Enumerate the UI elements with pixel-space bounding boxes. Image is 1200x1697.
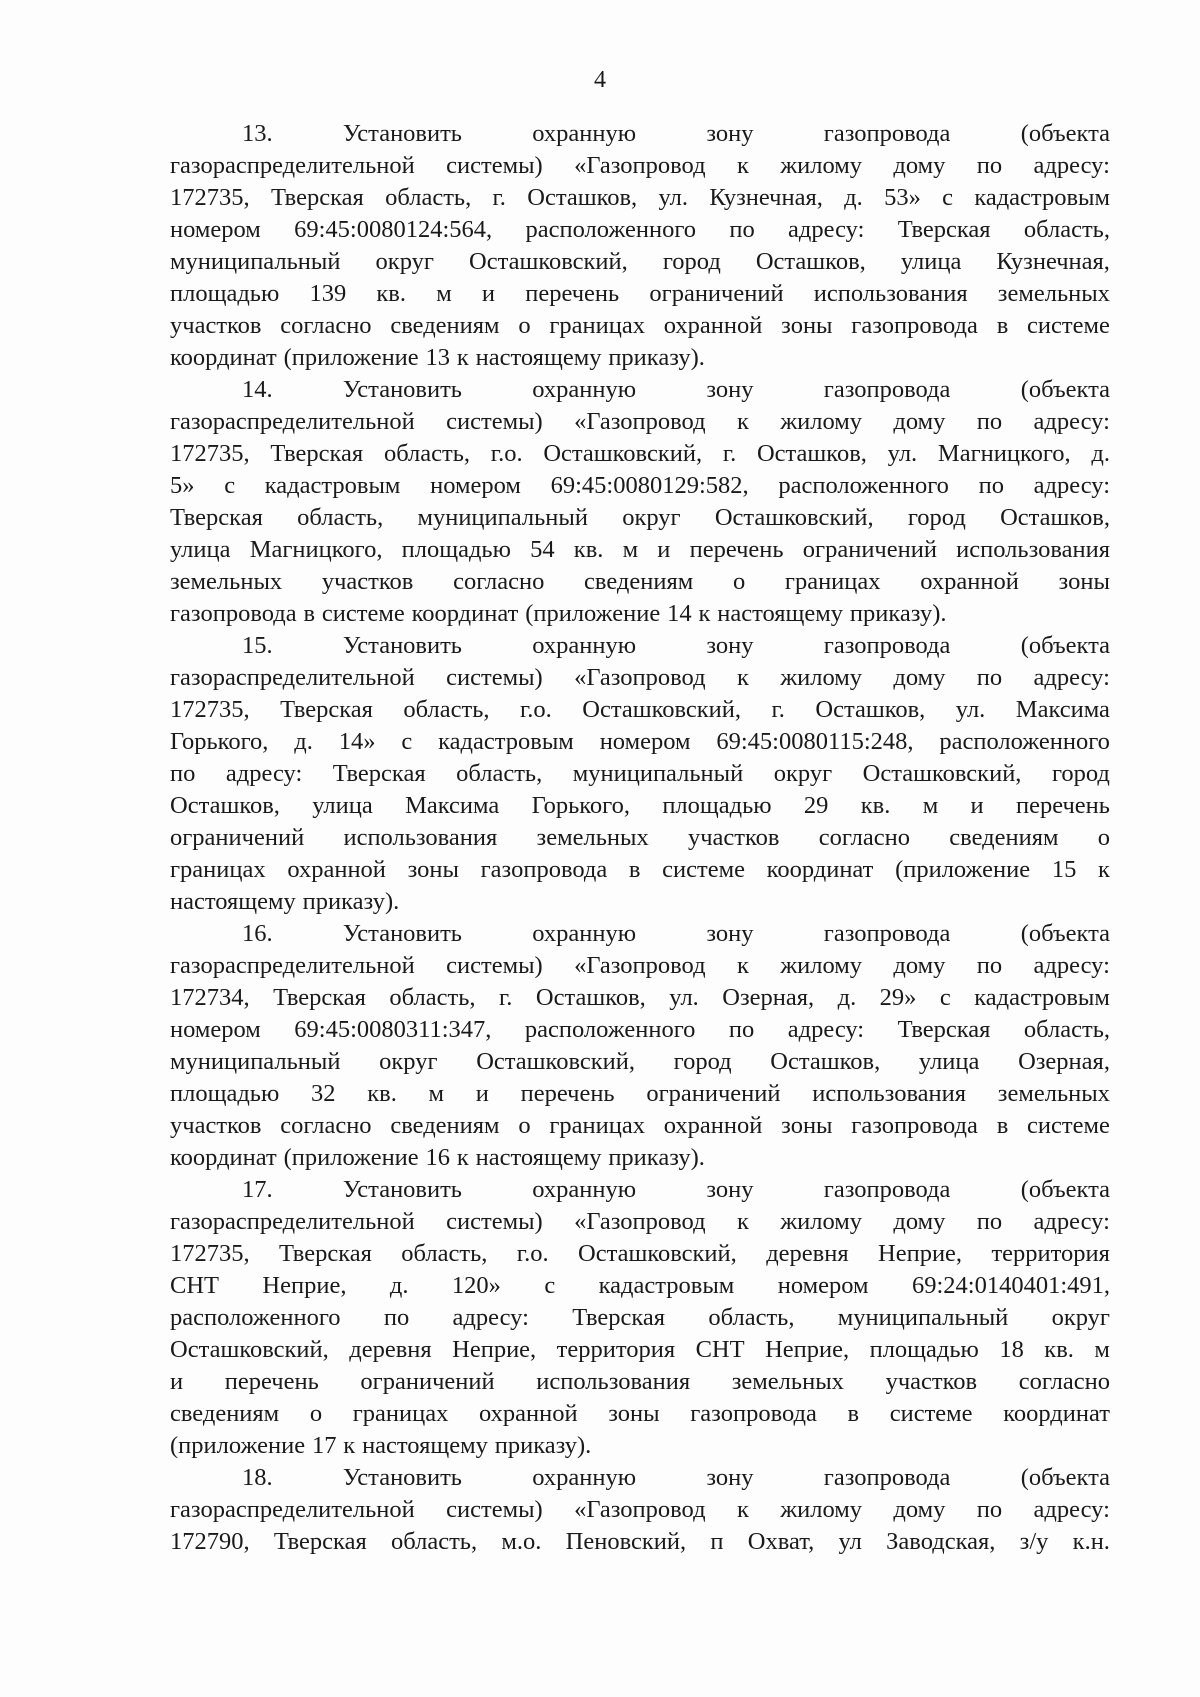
paragraph (170, 1462, 1110, 1558)
text-line: 16. Установить охранную зону газопровода (объекта (242, 920, 1110, 947)
text-line: 5» с кадастровым номером 69:45:0080129:582, расположенного по адресу: (170, 472, 1110, 499)
text-line: номером 69:45:0080124:564, расположенного по адресу: Тверская область, (170, 216, 1110, 243)
paragraph (170, 374, 1110, 630)
text-line: по адресу: Тверская область, муниципальный округ Осташковский, город (170, 760, 1110, 787)
paragraph (170, 118, 1110, 374)
text-line: участков согласно сведениям о границах охранной зоны газопровода в системе (170, 1112, 1110, 1139)
text-line: газораспределительной системы) «Газопровод к жилому дому по адресу: (170, 664, 1110, 691)
text-line: участков согласно сведениям о границах охранной зоны газопровода в системе (170, 312, 1110, 339)
text-line: площадью 139 кв. м и перечень ограничений использования земельных (170, 280, 1110, 307)
text-line: площадью 32 кв. м и перечень ограничений использования земельных (170, 1080, 1110, 1107)
document-body (170, 118, 1110, 1558)
text-line: (приложение 17 к настоящему приказу). (170, 1432, 592, 1459)
text-line: 13. Установить охранную зону газопровода (объекта (242, 120, 1110, 147)
text-line: Осташковский, деревня Неприе, территория СНТ Неприе, площадью 18 кв. м (170, 1336, 1110, 1363)
text-line: 172735, Тверская область, г.о. Осташковский, деревня Неприе, территория (170, 1240, 1110, 1267)
text-line: границах охранной зоны газопровода в системе координат (приложение 15 к (170, 856, 1110, 883)
text-line: газораспределительной системы) «Газопровод к жилому дому по адресу: (170, 152, 1110, 179)
text-line: муниципальный округ Осташковский, город Осташков, улица Кузнечная, (170, 248, 1110, 275)
text-line: улица Магницкого, площадью 54 кв. м и перечень ограничений использования (170, 536, 1110, 563)
text-line: 172735, Тверская область, г.о. Осташковский, г. Осташков, ул. Максима (170, 696, 1110, 723)
text-line: газопровода в системе координат (приложение 14 к настоящему приказу). (170, 600, 947, 627)
text-line: газораспределительной системы) «Газопровод к жилому дому по адресу: (170, 952, 1110, 979)
text-line: 172735, Тверская область, г. Осташков, ул. Кузнечная, д. 53» с кадастровым (170, 184, 1110, 211)
text-line: газораспределительной системы) «Газопровод к жилому дому по адресу: (170, 1208, 1110, 1235)
text-line: земельных участков согласно сведениям о границах охранной зоны (170, 568, 1110, 595)
text-line: 18. Установить охранную зону газопровода (объекта (242, 1464, 1110, 1491)
text-line: номером 69:45:0080311:347, расположенного по адресу: Тверская область, (170, 1016, 1110, 1043)
text-line: сведениям о границах охранной зоны газопровода в системе координат (170, 1400, 1110, 1427)
text-line: 172735, Тверская область, г.о. Осташковский, г. Осташков, ул. Магницкого, д. (170, 440, 1110, 467)
text-line: расположенного по адресу: Тверская область, муниципальный округ (170, 1304, 1110, 1331)
text-line: Тверская область, муниципальный округ Осташковский, город Осташков, (170, 504, 1110, 531)
page-number: 4 (594, 67, 606, 93)
text-line: газораспределительной системы) «Газопровод к жилому дому по адресу: (170, 408, 1110, 435)
text-line: 17. Установить охранную зону газопровода (объекта (242, 1176, 1110, 1203)
text-line: 15. Установить охранную зону газопровода (объекта (242, 632, 1110, 659)
text-line: координат (приложение 16 к настоящему приказу). (170, 1144, 705, 1171)
paragraph (170, 918, 1110, 1174)
text-line: и перечень ограничений использования земельных участков согласно (170, 1368, 1110, 1395)
text-line: Горького, д. 14» с кадастровым номером 69:45:0080115:248, расположенного (170, 728, 1110, 755)
text-line: муниципальный округ Осташковский, город Осташков, улица Озерная, (170, 1048, 1110, 1075)
text-line: 172734, Тверская область, г. Осташков, ул. Озерная, д. 29» с кадастровым (170, 984, 1110, 1011)
paragraph (170, 630, 1110, 918)
text-line: координат (приложение 13 к настоящему приказу). (170, 344, 705, 371)
text-line: ограничений использования земельных участков согласно сведениям о (170, 824, 1110, 851)
paragraph (170, 1174, 1110, 1462)
text-line: СНТ Неприе, д. 120» с кадастровым номером 69:24:0140401:491, (170, 1272, 1110, 1299)
text-line: 14. Установить охранную зону газопровода (объекта (242, 376, 1110, 403)
text-line: газораспределительной системы) «Газопровод к жилому дому по адресу: (170, 1496, 1110, 1523)
text-line: настоящему приказу). (170, 888, 400, 915)
text-line: Осташков, улица Максима Горького, площадью 29 кв. м и перечень (170, 792, 1110, 819)
text-line: 172790, Тверская область, м.о. Пеновский, п Охват, ул Заводская, з/у к.н. (170, 1528, 1110, 1555)
